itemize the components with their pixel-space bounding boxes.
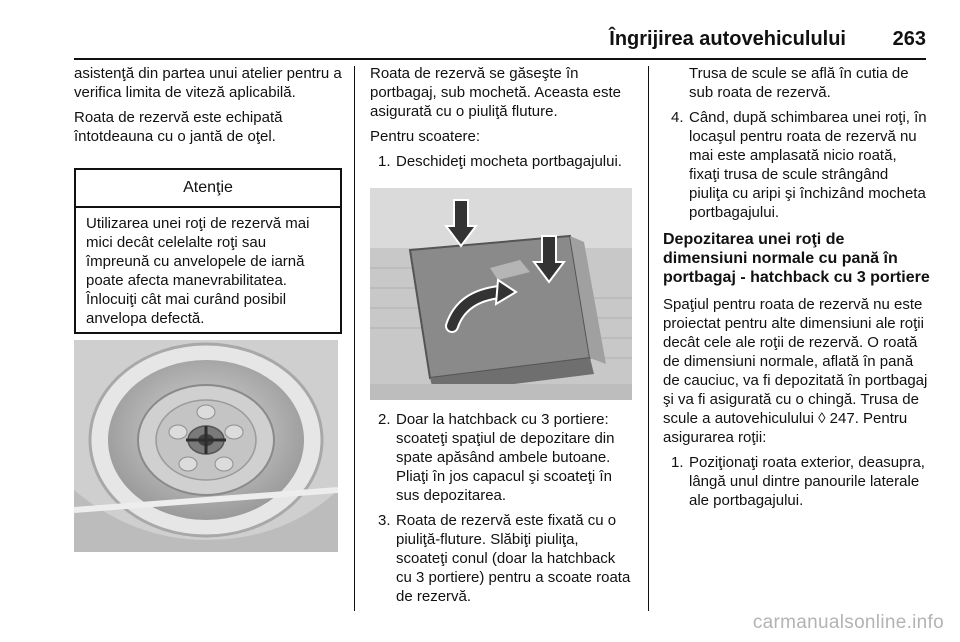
section-heading: Depozitarea unei roţi de dimensiuni normale cu pană în portbagaj - hatchback cu 3 portiere [663, 231, 930, 286]
step-list [663, 453, 931, 510]
step-number: 3. [378, 512, 391, 529]
header-title: Îngrijirea autovehiculului [609, 28, 846, 50]
list-item [663, 108, 931, 222]
step-list [370, 152, 634, 171]
step-text: Poziţionaţi roata exterior, deasupra, lângă unul dintre panourile laterale ale portbagajului. [689, 454, 925, 509]
step-number: 1. [671, 454, 684, 471]
paragraph: Roata de rezervă se găseşte în portbagaj, sub mochetă. Aceasta este asigurată cu o piuliţă fluture. [370, 65, 621, 120]
column-divider-1 [354, 66, 355, 611]
column-1 [74, 64, 342, 152]
warning-title: Atenţie [76, 170, 340, 208]
paragraph: Pentru scoatere: [370, 128, 481, 145]
step-text: Roata de rezervă este fixată cu o piuliţă-fluture. Slăbiţi piuliţa, scoateţi conul (doar la hatchback cu 3 portiere) pentru a scoate roata de rezervă. [396, 512, 631, 605]
spare-wheel-illustration [74, 340, 338, 552]
column-3 [663, 64, 931, 516]
paragraph: asistenţă din partea unui atelier pentru a verifica limita de viteză aplicabilă. [74, 65, 342, 101]
step-number: 2. [378, 411, 391, 428]
storage-removal-illustration [370, 188, 632, 400]
watermark: carmanualsonline.info [752, 612, 944, 633]
header-rule [74, 58, 926, 60]
page-number: 263 [892, 28, 926, 50]
list-item [370, 511, 634, 606]
step-text: Când, după schimbarea unei roţi, în locaşul pentru roata de rezervă nu mai este amplasată nicio roată, fixaţi trusa de scule strângând piuliţa cu aripi şi închizând mocheta portbagajului. [689, 109, 927, 221]
warning-box [74, 168, 342, 334]
page-header [74, 24, 926, 58]
step-text: Doar la hatchback cu 3 portiere: scoateţi spaţiul de depozitare din spate apăsând ambele butoane. Pliaţi în jos capacul şi scoateţi în sus depozitarea. [396, 411, 615, 504]
column-2 [370, 64, 634, 177]
list-item [370, 410, 634, 505]
column-2-steps [370, 410, 634, 612]
step-continuation: Trusa de scule se află în cutia de sub roata de rezervă. [689, 65, 909, 101]
step-number: 1. [378, 153, 391, 170]
step-number: 4. [671, 109, 684, 126]
step-text: Deschideţi mocheta portbagajului. [396, 153, 622, 170]
paragraph: Spaţiul pentru roata de rezervă nu este proiectat pentru alte dimensiuni ale roţii decât cele ale roţii de rezervă. O roată de dimensiuni normale, aflată în pană de cauciuc, va fi depozitată în portbagaj şi va fi asigurată cu o chingă. Trusa de scule a autovehiculului ◊ 247. Pentru asigurarea roţii: [663, 296, 928, 446]
step-list [370, 410, 634, 606]
paragraph: Roata de rezervă este echipată întotdeauna cu o jantă de oţel. [74, 109, 283, 145]
column-divider-2 [648, 66, 649, 611]
list-item [370, 152, 634, 171]
list-item [663, 453, 931, 510]
warning-text: Utilizarea unei roţi de rezervă mai mici decât celelalte roţi sau împreună cu anvelopele de iarnă poate afecta manevrabilitatea. Înlocuiţi cât mai curând posibil anvelopa defectă. [86, 215, 310, 327]
step-list [663, 108, 931, 222]
